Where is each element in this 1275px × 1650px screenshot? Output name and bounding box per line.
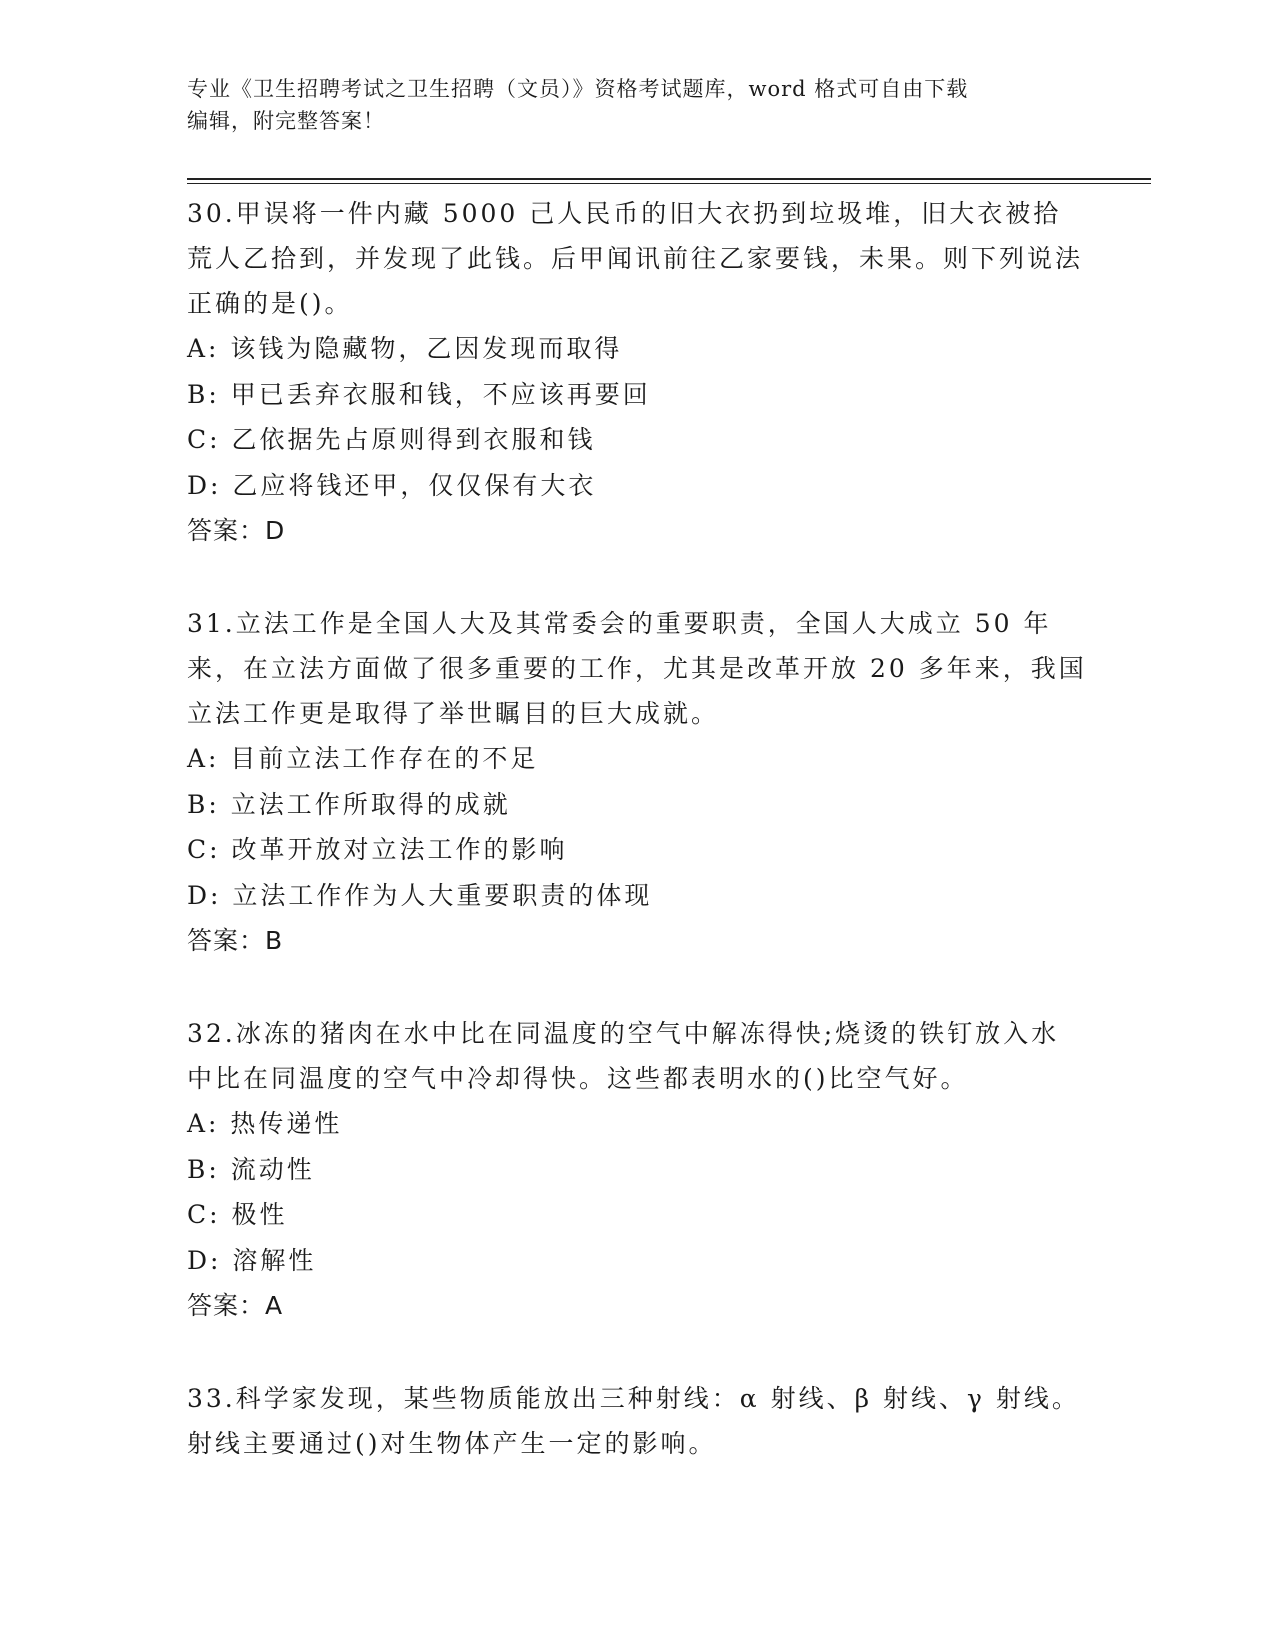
question-32 xyxy=(187,1011,1087,1328)
answer-line: 答案：A xyxy=(187,1291,284,1320)
option-c: C: 极性 xyxy=(187,1200,288,1229)
question-list xyxy=(187,191,1087,1514)
answer-line: 答案：B xyxy=(187,926,284,955)
question-31 xyxy=(187,601,1087,963)
option-a: A: 该钱为隐藏物，乙因发现而取得 xyxy=(187,334,623,363)
option-d: D: 立法工作作为人大重要职责的体现 xyxy=(187,880,653,910)
option-c: C: 乙依据先占原则得到衣服和钱 xyxy=(187,425,596,454)
option-d: D: 乙应将钱还甲，仅仅保有大衣 xyxy=(187,470,597,500)
question-text: 30.甲误将一件内藏 5000 己人民币的旧大衣扔到垃圾堆，旧大衣被拾荒人乙拾到，并发现了此钱。后甲闻讯前往乙家要钱，未果。则下列说法正确的是()。 xyxy=(187,199,1084,318)
question-text: 32.冰冻的猪肉在水中比在同温度的空气中解冻得快;烧烫的铁钉放入水中比在同温度的空气中冷却得快。这些都表明水的()比空气好。 xyxy=(187,1019,1060,1093)
option-b: B: 流动性 xyxy=(187,1154,315,1184)
option-a: A: 目前立法工作存在的不足 xyxy=(187,744,539,773)
document-header xyxy=(187,73,1087,137)
option-b: B: 立法工作所取得的成就 xyxy=(187,789,511,819)
option-d: D: 溶解性 xyxy=(187,1245,317,1275)
header-divider xyxy=(187,178,1151,184)
header-line-1: 专业《卫生招聘考试之卫生招聘（文员）》资格考试题库，word 格式可自由下载 xyxy=(187,77,969,101)
question-30 xyxy=(187,191,1087,553)
question-33 xyxy=(187,1376,1087,1466)
option-c: C: 改革开放对立法工作的影响 xyxy=(187,835,568,864)
header-line-2: 编辑，附完整答案！ xyxy=(187,109,385,133)
option-a: A: 热传递性 xyxy=(187,1109,343,1138)
question-text: 33.科学家发现，某些物质能放出三种射线：α 射线、β 射线、γ 射线。射线主要通过()对生物体产生一定的影响。 xyxy=(187,1384,1080,1458)
question-text: 31.立法工作是全国人大及其常委会的重要职责，全国人大成立 50 年来，在立法方面做了很多重要的工作，尤其是改革开放 20 多年来，我国立法工作更是取得了举世瞩目的巨大成就。 xyxy=(187,609,1087,728)
answer-line: 答案：D xyxy=(187,516,286,545)
option-b: B: 甲已丢弃衣服和钱，不应该再要回 xyxy=(187,379,651,409)
